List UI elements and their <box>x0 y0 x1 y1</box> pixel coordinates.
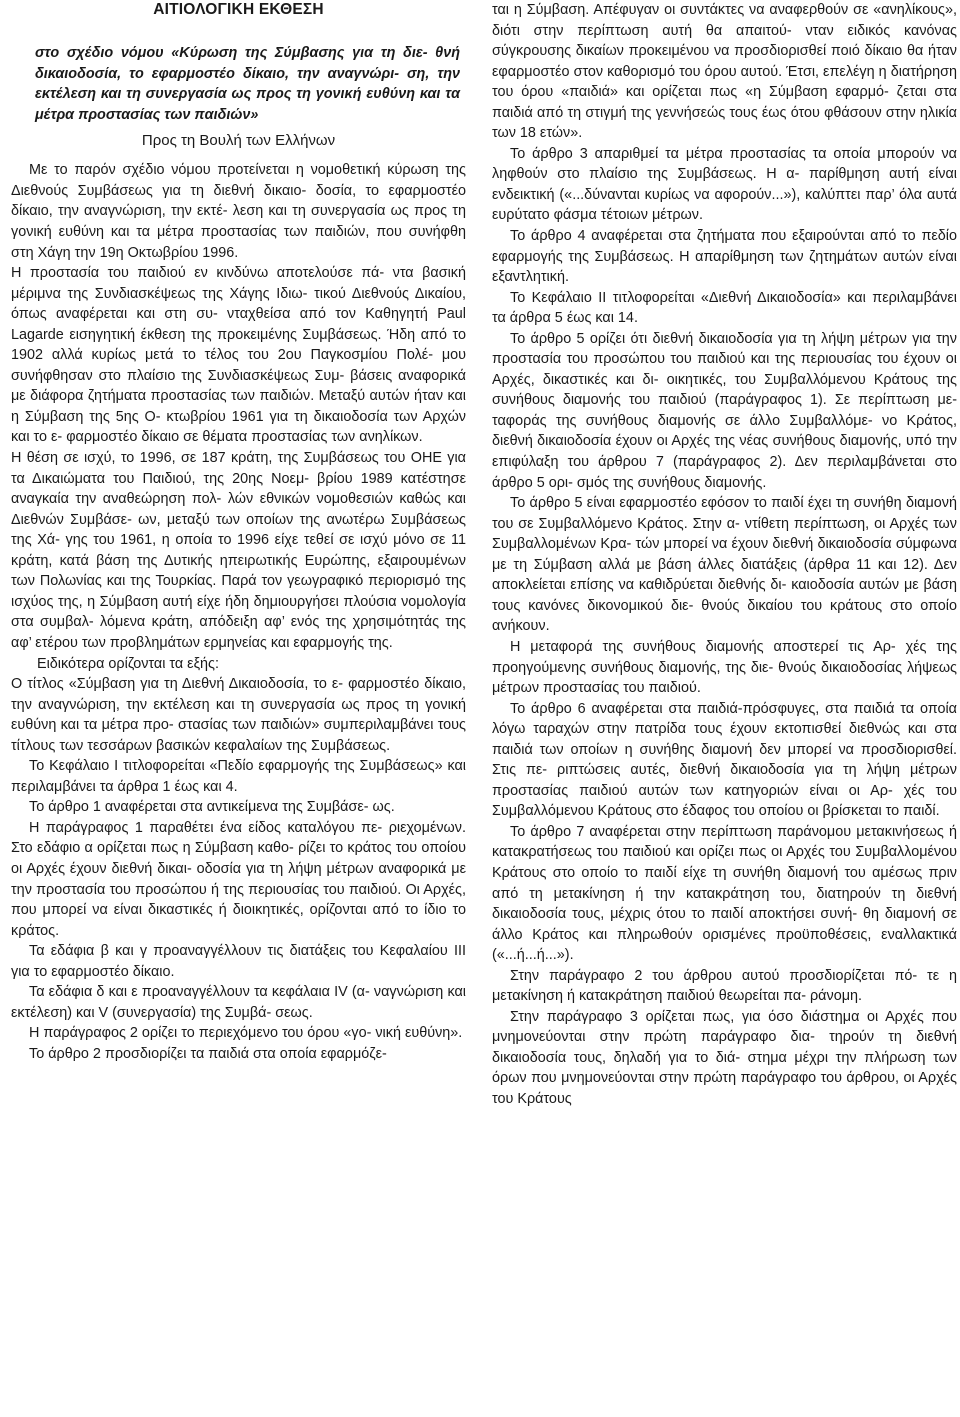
paragraph: Η μεταφορά της συνήθους διαμονής αποστερεί τις Αρ- χές της προηγούμενης συνήθους διαμονής, της διε- θνούς δικαιοδοσίας λήψεως μέτρων προστασίας του παιδιού. <box>492 638 957 697</box>
paragraph: Το άρθρο 7 αναφέρεται στην περίπτωση παράνομου μετακινήσεως ή κατακρατήσεως του παιδιού και ορίζει πως οι Αρχές του Συμβαλλομένου Κράτους στο οποίο το παιδί είχε τη συνήθη διαμονή του αμέσως πριν από τη μετακίνηση ή την κατακράτηση του, διατηρούν τη διεθνή δικαιοδοσία τους, μέχρις ότου το παιδί αποκτήσει συνή- θη διαμονή σε άλλο Κράτος και πληρωθούν ορισμένες προϋποθέσεις, εναλλακτικά («...ή...ή...»). <box>492 823 957 964</box>
paragraph: Στην παράγραφο 3 ορίζεται πως, για όσο διάστημα οι Αρχές που μνημονεύονται στην πρώτη παράγραφο δια- τηρούν τη διεθνή δικαιοδοσία τους, δηλαδή για το διά- στημα μέχρι την πλήρωση των όρων που μνημονεύονται στην πρώτη παράγραφο του άρθρου, οι Αρχές του Κράτους <box>492 1008 957 1107</box>
right-column <box>492 0 957 1110</box>
paragraph: Το άρθρο 6 αναφέρεται στα παιδιά-πρόσφυγες, στα παιδιά τα οποία λόγω ταραχών στην πατρίδα τους έχουν εκτοπισθεί διεθνώς και στα παιδιά των οποίων η συνήθης διαμονή δεν μπορεί να προσδιορισθεί. Στις πε- ριπτώσεις αυτές, διεθνή δικαιοδοσία για τη λήψη μέτρων προστασίας παιδιού αυτών των κατηγοριών είναι οι Αρ- χές του Συμβαλλόμενου Κράτους στο έδαφος του οποίου οι βρίσκεται το παιδί. <box>492 700 957 820</box>
bill-subtitle: στο σχέδιο νόμου «Κύρωση της Σύμβασης για τη διε- θνή δικαιοδοσία, το εφαρμοστέο δίκαιο, την αναγνώρι- ση, την εκτέλεση και τη συνεργασία ως προς τη γονική ευθύνη και τα μέτρα προστασίας των παιδιών» <box>35 45 460 123</box>
paragraph: Το άρθρο 5 ορίζει ότι διεθνή δικαιοδοσία για τη λήψη μέτρων για την προστασία του προσώπου του παιδιού και της περιουσίας του έχουν οι Αρχές, δικαστικές και δι- οικητικές, του Συμβαλλόμενου Κράτους της συνήθους διαμονής του παιδιού (παράγραφος 1). Σε περίπτωση με- ταφοράς της συνήθους διαμονής σε άλλο Συμβαλλόμε- νο Κράτος, διεθνή δικαιοδοσία έχουν οι Αρχές της νέας συνήθους διαμονής, υπό την επιφύλαξη του άρθρου 7 (παράγραφος 2). Δεν περιλαμβάνεται στο άρθρο 5 ορι- σμός της συνήθους διαμονής. <box>492 330 957 491</box>
paragraph: Η προστασία του παιδιού εν κινδύνω αποτελούσε πά- ντα βασική μέριμνα της Συνδιασκέψεως της Χάγης Ιδιω- τικού Διεθνούς Δικαίου, όπως αναφέρεται και στη συ- νταχθείσα από τον Καθηγητή Paul Lagarde εισηγητική έκθεση της προκειμένης Συμβάσεως. Ήδη από το 1902 αλλά κυρίως μετά το τέλος του 2ου Παγκοσμίου Πολέ- μου συνήφθησαν στο πλαίσιο της Συνδιασκέψεως Συμ- βάσεις αναφορικά με διάφορα ζητήματα προστασίας των παιδιών. Μεταξύ αυτών ήταν και η Σύμβαση της 5ης Ο- κτωβρίου 1961 για τη δικαιοδοσία των Αρχών και το ε- φαρμοστέο δίκαιο σε θέματα προστασίας των ανηλίκων. <box>11 265 466 446</box>
paragraph: Η παράγραφος 2 ορίζει το περιεχόμενο του όρου «γο- νική ευθύνη». <box>29 1025 463 1042</box>
paragraph: Τα εδάφια δ και ε προαναγγέλλουν τα κεφάλαια IV (α- ναγνώριση και εκτέλεση) και V (συνεργασία) της Συμβά- σεως. <box>11 984 466 1021</box>
paragraph: Με το παρόν σχέδιο νόμου προτείνεται η νομοθετική κύρωση της Διεθνούς Συμβάσεως για τη διεθνή δικαιο- δοσία, το εφαρμοστέο δίκαιο, την αναγνώριση, την εκτέ- λεση και τη συνεργασία ως προς τη γονική ευθύνη και τα μέτρα προστασίας των παιδιών, που συνήφθη στη Χάγη την 19η Οκτωβρίου 1996. <box>11 162 466 261</box>
paragraph: Το άρθρο 3 απαριθμεί τα μέτρα προστασίας τα οποία μπορούν να ληφθούν στο πλαίσιο της Συμβάσεως. Η α- παρίθμηση αυτή είναι ενδεικτική («...δύνανται κυρίως να αφορούν...»), καλύπτει παρ’ όλα αυτά ευρύτατο φάσμα τέτοιων μέτρων. <box>492 145 957 224</box>
paragraph: Το άρθρο 2 προσδιορίζει τα παιδιά στα οποία εφαρμόζε- <box>29 1045 387 1062</box>
paragraph: ται η Σύμβαση. Απέφυγαν οι συντάκτες να αναφερθούν σε «ανηλίκους», διότι στην περίπτωση αυτή θα απαιτού- νταν ειδικός κανόνας σύγκρουσης δικαίων προκειμένου να προσδιορισθεί ποιό δίκαιο θα ήταν εφαρμοστέο στον καθορισμό του όρου αυτού. Έτσι, επελέγη η διατήρηση του όρου «παιδιά» και ορίζεται πως «η Σύμβαση εφαρμό- ζεται στα παιδιά από τη στιγμή της γεννήσεώς τους έως ότου φθάσουν στην ηλικία των 18 ετών». <box>492 2 957 142</box>
paragraph: Το Κεφάλαιο Ι τιτλοφορείται «Πεδίο εφαρμογής της Συμβάσεως» και περιλαμβάνει τα άρθρα 1 έως και 4. <box>11 758 466 795</box>
paragraph: Η θέση σε ισχύ, το 1996, σε 187 κράτη, της Συμβάσεως του ΟΗΕ για τα Δικαιώματα του Παιδιού, της 20ης Νοεμ- βρίου 1989 κατέστησε αναγκαία την αναθεώρηση πολ- λών εθνικών νομοθεσιών καθώς και Διεθνών Συμβάσε- ων, μεταξύ των οποίων της ανωτέρω Συμβάσεως της Χά- γης του 1961, η οποία το 1996 είχε τεθεί σε ισχύ μόνο σε 11 κράτη, κατά βάση της Δυτικής ηπειρωτικής Ευρώπης, εξαιρουμένων των Πολωνίας και της Τουρκίας. Παρά τον γεωγραφικό περιορισμό της ισχύος της, η Σύμβαση αυτή είχε ήδη δημιουργήσει πλούσια νομολογία στα συμβαλ- λόμενα κράτη, απόδειξη αφ’ ενός της χρησιμότητάς της αφ’ ετέρου των προβλημάτων ερμηνείας και εφαρμογής της. <box>11 450 466 651</box>
paragraph: Το άρθρο 1 αναφέρεται στα αντικείμενα της Συμβάσε- ως. <box>29 799 395 816</box>
paragraph: Η παράγραφος 1 παραθέτει ένα είδος καταλόγου πε- ριεχομένων. Στο εδάφιο α ορίζεται πως η Σύμβαση καθο- ρίζει το κράτος του οποίου οι Αρχές έχουν διεθνή δικαι- οδοσία για τη λήψη μέτρων αναφορικά με την προστασία του προσώπου ή της περιουσίας του παιδιού. Οι Αρχές, που μπορεί να είναι δικαστικές ή διοικητικές, ορίζονται από το ίδιο το κράτος. <box>11 819 466 939</box>
paragraph: Το άρθρο 5 είναι εφαρμοστέο εφόσον το παιδί έχει τη συνήθη διαμονή του σε Συμβαλλόμενο Κράτος. Στην α- ντίθετη περίπτωση, οι Αρχές των Συμβαλλομένων Κρα- τών μπορεί να έχουν διεθνή δικαιοδοσία σύμφωνα με τη Σύμβαση αλλά με βάση άλλες διατάξεις (άρθρα 11 και 12). Δεν αποκλείεται επίσης να καθιδρύεται διεθνής δι- καιοδοσία αυτών με βάση τους κανόνες δικονομικού διε- θνούς δικαίου του κράτους στο οποίο ανήκουν. <box>492 495 957 635</box>
left-column <box>11 0 466 1064</box>
recipient-line: Προς τη Βουλή των Ελλήνων <box>141 132 336 150</box>
paragraph: Ειδικότερα ορίζονται τα εξής: <box>37 655 219 672</box>
paragraph: Ο τίτλος «Σύμβαση για τη Διεθνή Δικαιοδοσία, το ε- φαρμοστέο δίκαιο, την αναγνώριση, την εκτέλεση και τη συνεργασία ως προς τη γονική ευθύνη και τα μέτρα προ- στασίας των παιδιών» συμπεριλαμβάνει τους τίτλους των τεσσάρων βασικών κεφαλαίων της Συμβάσεως. <box>11 676 466 754</box>
paragraph: Το άρθρο 4 αναφέρεται στα ζητήματα που εξαιρούνται από το πεδίο εφαρμογής της Συμβάσεως. Η απαρίθμηση των ζητημάτων αυτών είναι εξαντλητική. <box>492 228 957 286</box>
paragraph: Τα εδάφια β και γ προαναγγέλλουν τις διατάξεις του Κεφαλαίου ΙΙΙ για το εφαρμοστέο δίκαιο. <box>11 943 466 980</box>
document-title: ΑΙΤΙΟΛΟΓΙΚΗ ΕΚΘΕΣΗ <box>153 1 324 18</box>
paragraph: Το Κεφάλαιο ΙΙ τιτλοφορείται «Διεθνή Δικαιοδοσία» και περιλαμβάνει τα άρθρα 5 έως και 14. <box>492 289 957 327</box>
paragraph: Στην παράγραφο 2 του άρθρου αυτού προσδιορίζεται πό- τε η μετακίνηση ή κατακράτηση παιδιού θεωρείται πα- ράνομη. <box>492 967 957 1005</box>
